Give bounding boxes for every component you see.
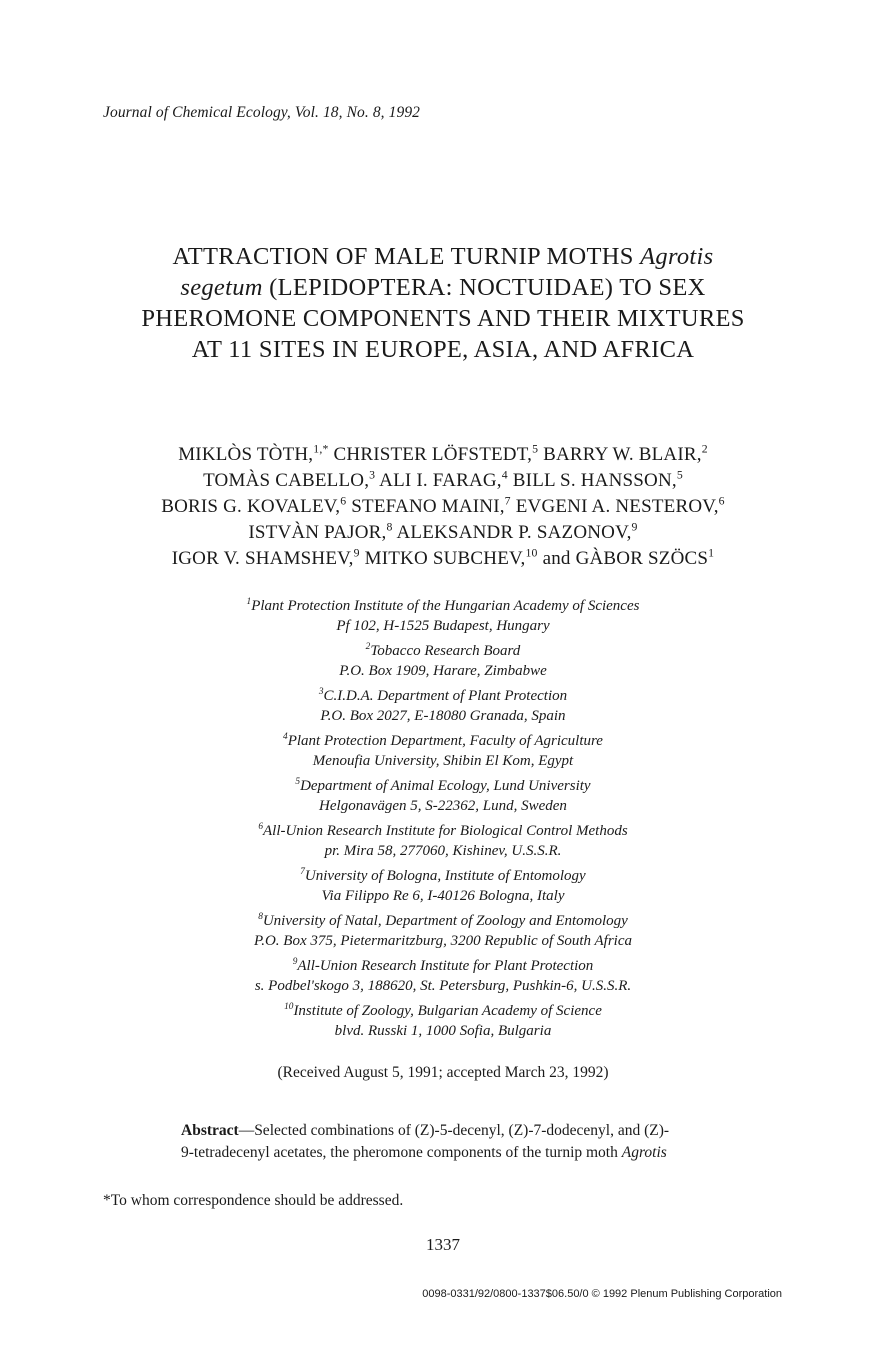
author-affiliation-mark: 7: [504, 494, 511, 508]
author-list: [40, 442, 846, 572]
author-affiliation-mark: 10: [525, 546, 538, 560]
affiliation-institution: Plant Protection Department, Faculty of Agriculture: [287, 733, 603, 749]
affiliation-number: 2: [365, 642, 371, 652]
author-name: BORIS G. KOVALEV,: [161, 496, 341, 517]
author-name: BILL S. HANSSON,: [512, 470, 677, 491]
author-line: [40, 468, 846, 494]
affiliation: [120, 641, 766, 681]
affiliation-institution: Department of Animal Ecology, Lund University: [300, 778, 591, 794]
author-line: [40, 494, 846, 520]
affiliation-number: 6: [258, 822, 263, 832]
author-name: IGOR V. SHAMSHEV,: [171, 548, 354, 569]
author-name: EVGENI A. NESTEROV,: [515, 496, 719, 517]
author-name: TOMÀS CABELLO,: [203, 470, 370, 491]
author-name: MIKLÒS TÒTH,: [178, 444, 314, 465]
affiliation-address: Via Filippo Re 6, I-40126 Bologna, Italy: [321, 888, 565, 904]
affiliation-institution: Tobacco Research Board: [370, 643, 521, 659]
title-species-genus: Agrotis: [640, 243, 714, 270]
author-conjunction: and: [542, 548, 571, 569]
affiliation-address: pr. Mira 58, 277060, Kishinev, U.S.S.R.: [324, 843, 562, 859]
affiliation-institution: Plant Protection Institute of the Hungarian Academy of Sciences: [251, 598, 640, 614]
author-line: [40, 520, 846, 546]
affiliation-address: Helgonavägen 5, S-22362, Lund, Sweden: [319, 798, 567, 814]
affiliation: [120, 686, 766, 726]
affiliation: [120, 821, 766, 861]
author-line: [40, 546, 846, 572]
affiliation-address: blvd. Russki 1, 1000 Sofia, Bulgaria: [334, 1023, 552, 1039]
author-name: BARRY W. BLAIR,: [543, 444, 702, 465]
affiliation-address: Pf 102, H-1525 Budapest, Hungary: [336, 618, 550, 634]
affiliation: [120, 1001, 766, 1041]
author-affiliation-mark: 6: [340, 494, 347, 508]
affiliation-list: [120, 596, 766, 1046]
affiliation: [120, 956, 766, 996]
affiliation-institution: C.I.D.A. Department of Plant Protection: [323, 688, 568, 704]
affiliation-address: P.O. Box 375, Pietermaritzburg, 3200 Republic of South Africa: [253, 933, 633, 949]
author-name: CHRISTER LÖFSTEDT,: [333, 444, 533, 465]
affiliation-address: P.O. Box 1909, Harare, Zimbabwe: [339, 663, 547, 679]
abstract-text: 9-tetradecenyl acetates, the pheromone components of the turnip moth: [181, 1144, 622, 1161]
page-number: 1337: [426, 1235, 460, 1254]
abstract: [181, 1120, 741, 1164]
abstract-label: Abstract: [181, 1122, 239, 1139]
affiliation-institution: All-Union Research Institute for Plant Protection: [297, 958, 594, 974]
affiliation-address: s. Podbel'skogo 3, 188620, St. Petersburg, Pushkin-6, U.S.S.R.: [254, 978, 632, 994]
title-text: ATTRACTION OF MALE TURNIP MOTHS: [172, 243, 641, 270]
correspondence-footnote: *To whom correspondence should be addressed.: [103, 1192, 404, 1209]
affiliation-institution: All-Union Research Institute for Biological Control Methods: [262, 823, 628, 839]
title-text: PHEROMONE COMPONENTS AND THEIR MIXTURES: [141, 305, 745, 332]
affiliation: [120, 866, 766, 906]
author-affiliation-mark: 1,*: [313, 442, 329, 456]
affiliation: [120, 776, 766, 816]
affiliation-institution: University of Bologna, Institute of Entomology: [304, 868, 586, 884]
affiliation-institution: University of Natal, Department of Zoology and Entomology: [262, 913, 628, 929]
affiliation-number: 5: [295, 777, 301, 787]
affiliation-number: 8: [258, 912, 263, 922]
author-affiliation-mark: 6: [718, 494, 725, 508]
article-title: [60, 241, 826, 365]
affiliation-number: 7: [300, 867, 305, 877]
affiliation-address: P.O. Box 2027, E-18080 Granada, Spain: [320, 708, 566, 724]
affiliation-number: 9: [292, 957, 298, 967]
author-affiliation-mark: 5: [532, 442, 539, 456]
copyright-line: 0098-0331/92/0800-1337$06.50/0 © 1992 Plenum Publishing Corporation: [422, 1288, 782, 1300]
author-affiliation-mark: 2: [701, 442, 708, 456]
affiliation-address: Menoufia University, Shibin El Kom, Egypt: [312, 753, 574, 769]
title-text: (LEPIDOPTERA: NOCTUIDAE) TO SEX: [262, 274, 706, 301]
affiliation: [120, 596, 766, 636]
abstract-text: —Selected combinations of (Z)-5-decenyl, (Z)-7-dodecenyl, and (Z)-: [238, 1122, 670, 1139]
affiliation: [120, 911, 766, 951]
affiliation-number: 3: [318, 687, 324, 697]
affiliation-number: 4: [283, 732, 288, 742]
author-name: ALEKSANDR P. SAZONOV,: [396, 522, 632, 543]
author-affiliation-mark: 1: [708, 546, 715, 560]
author-line: [40, 442, 846, 468]
affiliation-institution: Institute of Zoology, Bulgarian Academy of Science: [293, 1003, 602, 1019]
affiliation-number: 1: [246, 597, 252, 607]
author-affiliation-mark: 9: [631, 520, 638, 534]
abstract-species-name: Agrotis: [621, 1144, 667, 1161]
author-name: ALI I. FARAG,: [379, 470, 502, 491]
author-name: MITKO SUBCHEV,: [364, 548, 526, 569]
author-affiliation-mark: 9: [353, 546, 360, 560]
title-species-epithet: segetum: [180, 274, 263, 301]
affiliation-number: 10: [284, 1002, 294, 1012]
received-dates: (Received August 5, 1991; accepted March 23, 1992): [277, 1064, 609, 1081]
journal-citation: Journal of Chemical Ecology, Vol. 18, No. 8, 1992: [103, 104, 421, 121]
author-affiliation-mark: 3: [369, 468, 376, 482]
author-affiliation-mark: 8: [386, 520, 393, 534]
author-name: ISTVÀN PAJOR,: [248, 522, 387, 543]
author-name: STEFANO MAINI,: [351, 496, 505, 517]
author-affiliation-mark: 5: [676, 468, 683, 482]
title-text: AT 11 SITES IN EUROPE, ASIA, AND AFRICA: [191, 336, 695, 363]
affiliation: [120, 731, 766, 771]
author-affiliation-mark: 4: [501, 468, 508, 482]
author-name: GÀBOR SZÖCS: [575, 548, 709, 569]
